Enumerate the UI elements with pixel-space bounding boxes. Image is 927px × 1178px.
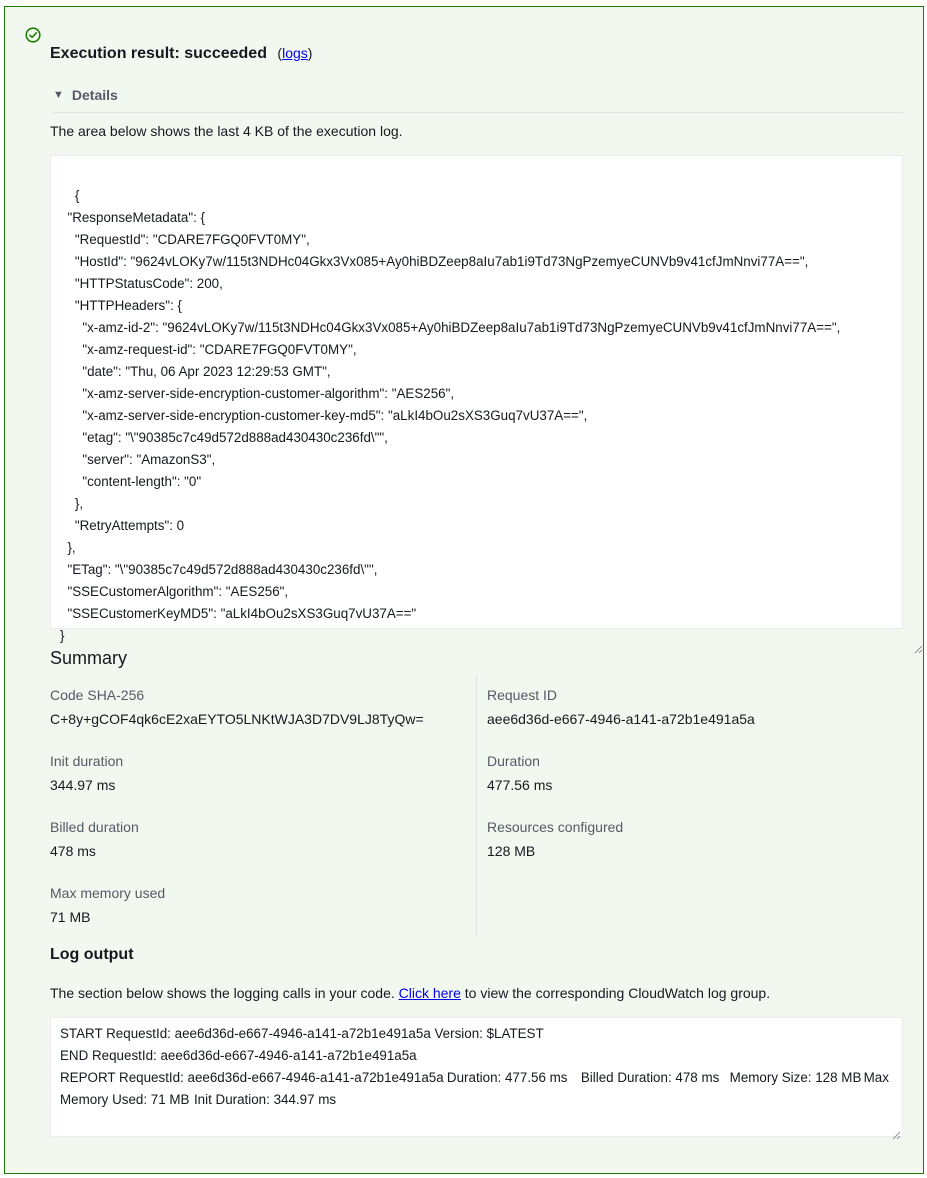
- log-output-heading: Log output: [50, 946, 134, 963]
- resources-configured-value: 128 MB: [487, 843, 536, 859]
- logs-link-wrapper: (logs): [277, 45, 313, 61]
- details-toggle[interactable]: [53, 87, 903, 113]
- init-duration-field: [50, 752, 123, 794]
- resources-configured-field: [487, 818, 623, 860]
- execution-log-textarea[interactable]: [50, 155, 903, 643]
- max-memory-label: Max memory used: [50, 885, 166, 901]
- code-sha-label: Code SHA-256: [50, 687, 145, 703]
- code-sha-value: C+8y+gCOF4qk6cE2xaEYTO5LNKtWJA3D7DV9LJ8TyQw=: [50, 711, 424, 727]
- log-line-start: START RequestId: aee6d36d-e667-4946-a141-a72b1e491a5a Version: $LATEST: [60, 1026, 544, 1041]
- duration-label: Duration: [487, 753, 540, 769]
- check-circle-icon: [25, 27, 41, 43]
- execution-log-text: { "ResponseMetadata": { "RequestId": "CDARE7FGQ0FVT0MY", "HostId": "9624vLOKy7w/115t3NDHc04Gkx3Vx085+Ay0hiBDZeep8aIu7ab1i9Td73NgPzemyeCUNVb9v41cfJmNnvi77A==", "HTTPStatusCode": 200, "HTTPHeaders": { "x-amz-id-2": "9624vLOKy7w/115t3NDHc04Gkx3Vx085+Ay0hiBDZeep8aIu7ab1i9Td73NgPzemyeCUNVb9v41cfJmNnvi77A==", "x-amz-request-id": "CDARE7FGQ0FVT0MY", "date": "Thu, 06 Apr 2023 12:29:53 GMT", "x-amz-server-side-encryption-customer-algorithm": "AES256", "x-amz-server-side-encryption-customer-key-md5": "aLkI4bOu2sXS3Guq7vU37A==", "etag": "\"90385c7c49d572d888ad430430c236fd\"", "server": "AmazonS3", "content-length": "0" }, "RetryAttempts": 0 }, "ETag": "\"90385c7c49d572d888ad430430c236fd\"", "SSECustomerAlgorithm": "AES256", "SSECustomerKeyMD5": "aLkI4bOu2sXS3Guq7vU37A==" }: [60, 188, 841, 643]
- max-memory-field: [50, 884, 165, 926]
- request-id-value: aee6d36d-e667-4946-a141-a72b1e491a5a: [487, 711, 755, 727]
- details-description: The area below shows the last 4 KB of the execution log.: [50, 123, 403, 139]
- billed-duration-value: 478 ms: [50, 843, 96, 859]
- duration-field: [487, 752, 552, 794]
- resources-configured-label: Resources configured: [487, 819, 624, 835]
- execution-result-title: [50, 43, 312, 64]
- execution-result-panel: [4, 6, 924, 1174]
- log-line-report: REPORT RequestId: aee6d36d-e667-4946-a141-a72b1e491a5a Duration: 477.56 ms Billed Duration: 478 ms Memory Size: 128 MB Max Memory Used: 71 MB Init Duration: 344.97 ms: [60, 1070, 893, 1107]
- code-sha-field: [50, 686, 424, 728]
- init-duration-label: Init duration: [50, 753, 124, 769]
- details-label: Details: [71, 87, 118, 103]
- billed-duration-label: Billed duration: [50, 819, 139, 835]
- log-output-description: The section below shows the logging calls in your code. Click here to view the corresponding CloudWatch log group.: [50, 985, 771, 1001]
- log-output-textarea[interactable]: [50, 1017, 903, 1137]
- caret-down-icon: ▼: [53, 89, 64, 101]
- request-id-label: Request ID: [487, 687, 558, 703]
- summary-heading: Summary: [50, 648, 128, 668]
- resize-grip-icon[interactable]: [891, 617, 901, 627]
- summary-column-divider: [476, 675, 477, 937]
- request-id-field: [487, 686, 755, 728]
- result-heading: Execution result: succeeded: [50, 45, 267, 62]
- max-memory-value: 71 MB: [50, 909, 91, 925]
- init-duration-value: 344.97 ms: [50, 777, 116, 793]
- duration-value: 477.56 ms: [487, 777, 553, 793]
- billed-duration-field: [50, 818, 139, 860]
- log-line-end: END RequestId: aee6d36d-e667-4946-a141-a72b1e491a5a: [60, 1048, 417, 1063]
- cloudwatch-link[interactable]: Click here: [398, 985, 461, 1001]
- resize-grip-icon[interactable]: [891, 1125, 901, 1135]
- logs-link[interactable]: logs: [282, 45, 308, 61]
